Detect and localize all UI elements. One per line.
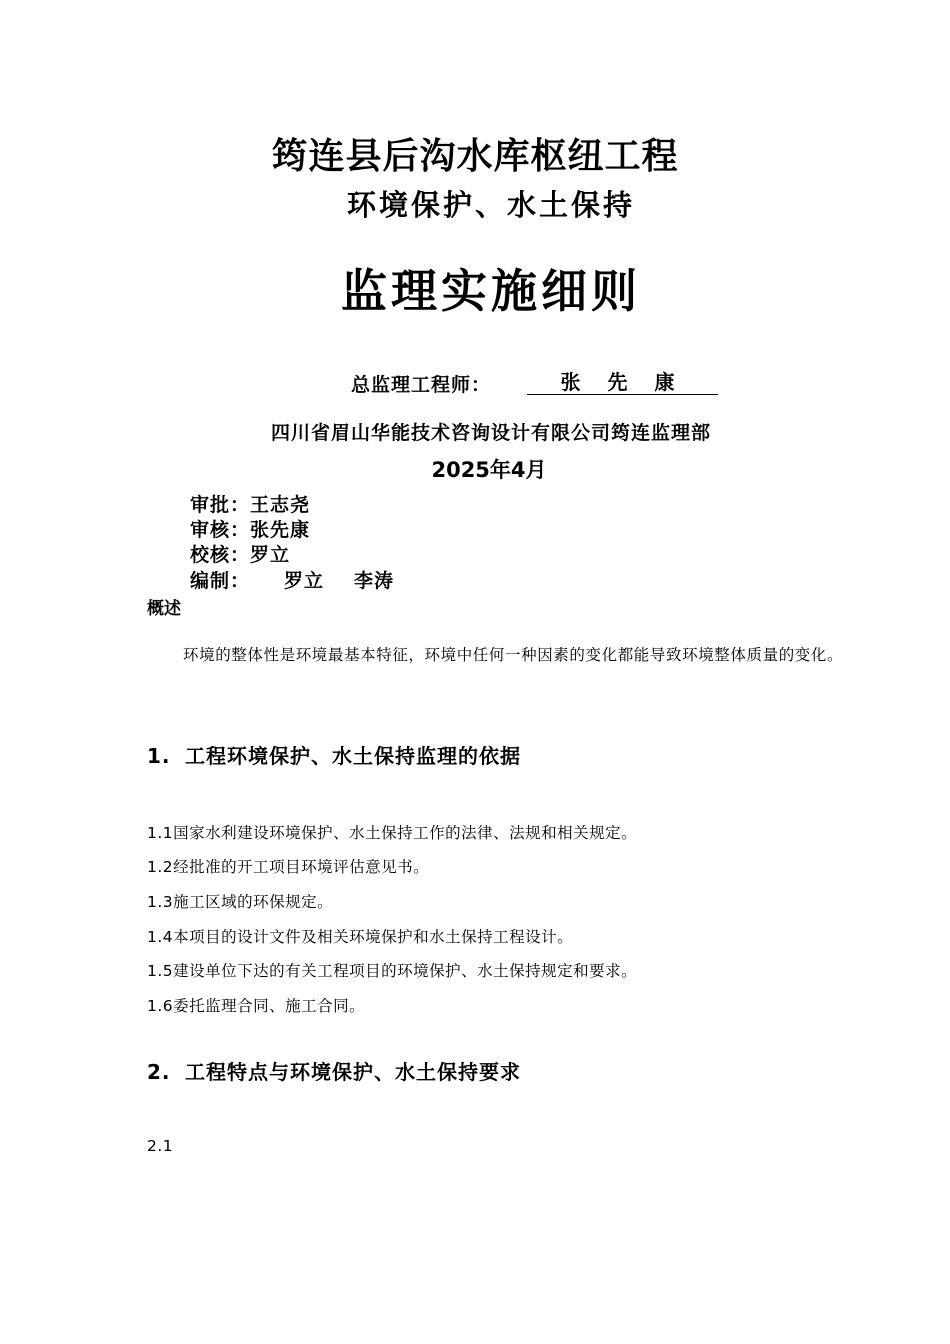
section-heading	[147, 740, 521, 769]
signoff-name: 李涛	[354, 570, 395, 592]
document-title: 筠连县后沟水库枢纽工程	[271, 136, 679, 177]
document-subtitle: 环境保护、水土保持	[346, 188, 635, 222]
signoff-label: 校核：	[190, 544, 251, 566]
signoff-label: 编制：	[190, 570, 251, 592]
chief-engineer-name: 张 先 康	[527, 370, 718, 395]
overview-heading: 概述	[147, 599, 181, 619]
organization-name: 四川省眉山华能技术咨询设计有限公司筠连监理部	[270, 422, 711, 444]
chief-engineer-label: 总监理工程师：	[351, 374, 492, 396]
section-title: 工程环境保护、水土保持监理的依据	[185, 744, 521, 768]
overview-paragraph: 环境的整体性是环境最基本特征，环境中任何一种因素的变化都能导致环境整体质量的变化。	[183, 646, 844, 664]
list-item: 1.4本项目的设计文件及相关环境保护和水土保持工程设计。	[147, 928, 574, 946]
list-item: 1.2经批准的开工项目环境评估意见书。	[147, 858, 430, 876]
signoff-name: 王志尧	[250, 494, 311, 516]
list-item: 1.5建设单位下达的有关工程项目的环境保护、水土保持规定和要求。	[147, 962, 638, 980]
signoff-name: 罗立	[250, 544, 291, 566]
signoff-check	[190, 540, 290, 567]
document-main-title: 监理实施细则	[341, 264, 641, 318]
list-item: 2.1	[147, 1137, 174, 1155]
signoff-label: 审核：	[190, 519, 251, 541]
signoff-name: 罗立	[284, 570, 325, 592]
signoff-label: 审批：	[190, 494, 251, 516]
signoff-review	[190, 515, 310, 542]
signoff-compile	[190, 566, 394, 593]
section-number: 1.	[147, 744, 171, 768]
document-date: 2025年4月	[431, 458, 547, 482]
signoff-name: 张先康	[250, 519, 311, 541]
list-item: 1.6委托监理合同、施工合同。	[147, 997, 366, 1015]
section-heading	[147, 1056, 521, 1085]
section-title: 工程特点与环境保护、水土保持要求	[185, 1060, 521, 1084]
section-number: 2.	[147, 1060, 171, 1084]
list-item: 1.3施工区域的环保规定。	[147, 893, 334, 911]
list-item: 1.1国家水利建设环境保护、水土保持工作的法律、法规和相关规定。	[147, 824, 638, 842]
signoff-approve	[190, 490, 310, 517]
